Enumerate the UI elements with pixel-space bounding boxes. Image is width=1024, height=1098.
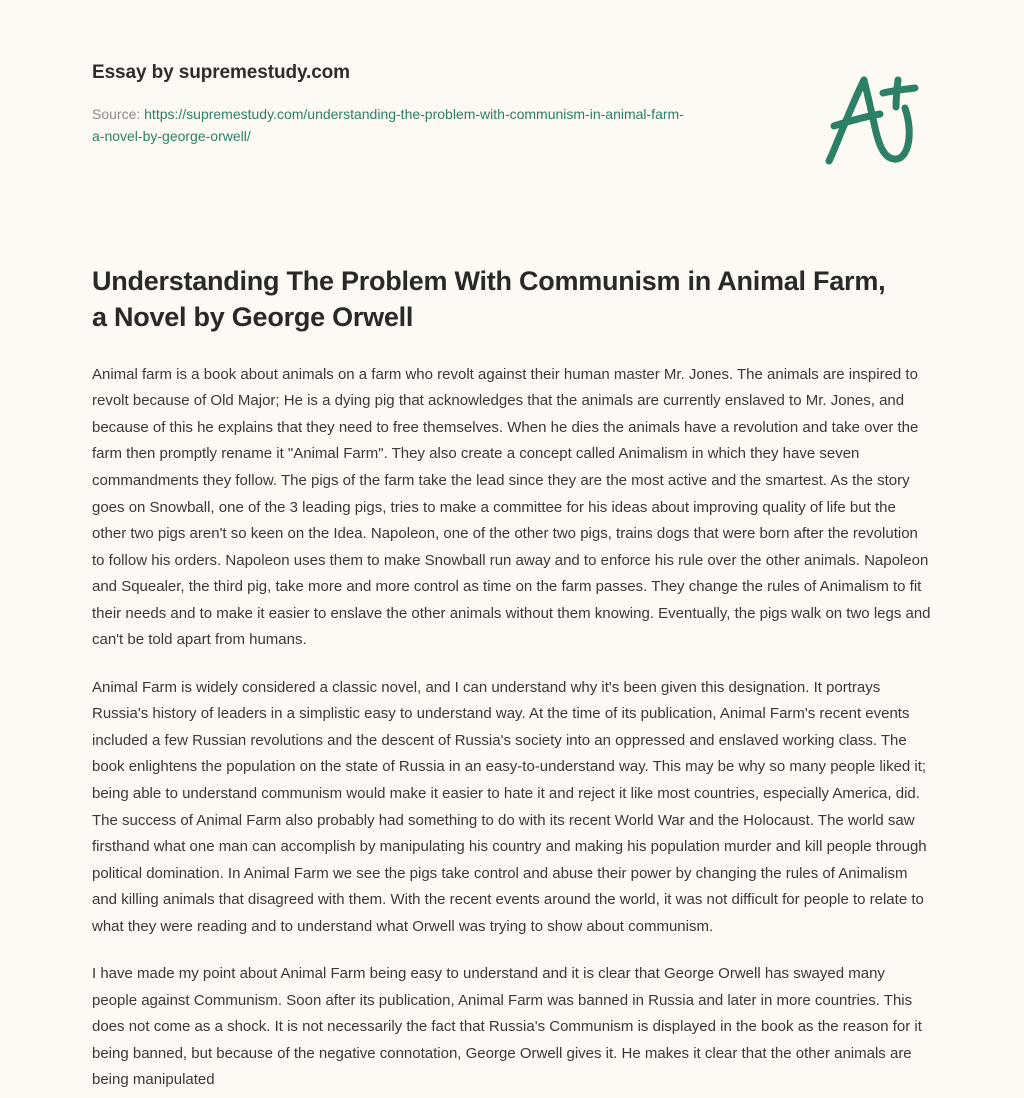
paragraph: Animal farm is a book about animals on a farm who revolt against their human master Mr. Jones. The animals are inspired to revolt because of Old Major; He is a dying pig that acknowledges that the animals are currently enslaved to Mr. Jones, and because of this he explains that they need to free themselves. When he dies the animals have a revolution and take over the farm then promptly rename it "Animal Farm". They also create a concept called Animalism in which they have seven commandments they follow. The pigs of the farm take the lead since they are the most active and the smartest. As the story goes on Snowball, one of the 3 leading pigs, tries to make a committee for his ideas about improving quality of life but the other two pigs aren't so keen on the Idea. Napoleon, one of the other two pigs, trains dogs that were born after the revolution to follow his orders. Napoleon uses them to make Snowball run away and to enforce his rule over the other animals. Napoleon and Squealer, the third pig, take more and more control as time on the farm passes. They change the rules of Animalism to fit their needs and to make it easier to enslave the other animals without them knowing. Eventually, the pigs walk on two legs and can't be told apart from humans. [92, 365, 931, 649]
byline: Essay by supremestudy.com [92, 62, 350, 83]
source-url-link[interactable]: https://supremestudy.com/understanding-the-problem-with-communism-in-animal-farm-a-novel-by-george-orwell/ [92, 105, 684, 145]
paragraph: I have made my point about Animal Farm being easy to understand and it is clear that George Orwell has swayed many people against Communism. Soon after its publication, Animal Farm was banned in Russia and later in more countries. This does not come as a shock. It is not necessarily the fact that Russia's Communism is displayed in the book as the reason for it being banned, but because of the negative connotation, George Orwell gives it. He makes it clear that the other animals are being manipulated [92, 965, 922, 1089]
paragraph: Animal Farm is widely considered a classic novel, and I can understand why it's been given this designation. It portrays Russia's history of leaders in a simplistic easy to understand way. At the time of its publication, Animal Farm's recent events included a few Russian revolutions and the descent of Russia's society into an oppressed and enslaved working class. The book enlightens the population on the state of Russia in an easy-to-understand way. This may be why so many people liked it; being able to understand communism would make it easier to hate it and reject it like most countries, especially America, did. The success of Animal Farm also probably had something to do with its recent World War and the Holocaust. The world saw firsthand what one man can accomplish by manipulating his country and making his population murder and kill people through political domination. In Animal Farm we see the pigs take control and abuse their power by changing the rules of Animalism and killing animals that disagreed with them. With the recent events around the world, it was not difficult for people to relate to what they were reading and to understand what Orwell was trying to show about communism. [92, 678, 927, 935]
page-title: Understanding The Problem With Communism in Animal Farm, a Novel by George Orwell [92, 266, 886, 332]
a-plus-logo-icon [812, 62, 932, 182]
article-body [92, 336, 932, 1094]
source-label: Source: [92, 105, 141, 122]
source-line [92, 103, 692, 148]
page-header [92, 0, 932, 180]
